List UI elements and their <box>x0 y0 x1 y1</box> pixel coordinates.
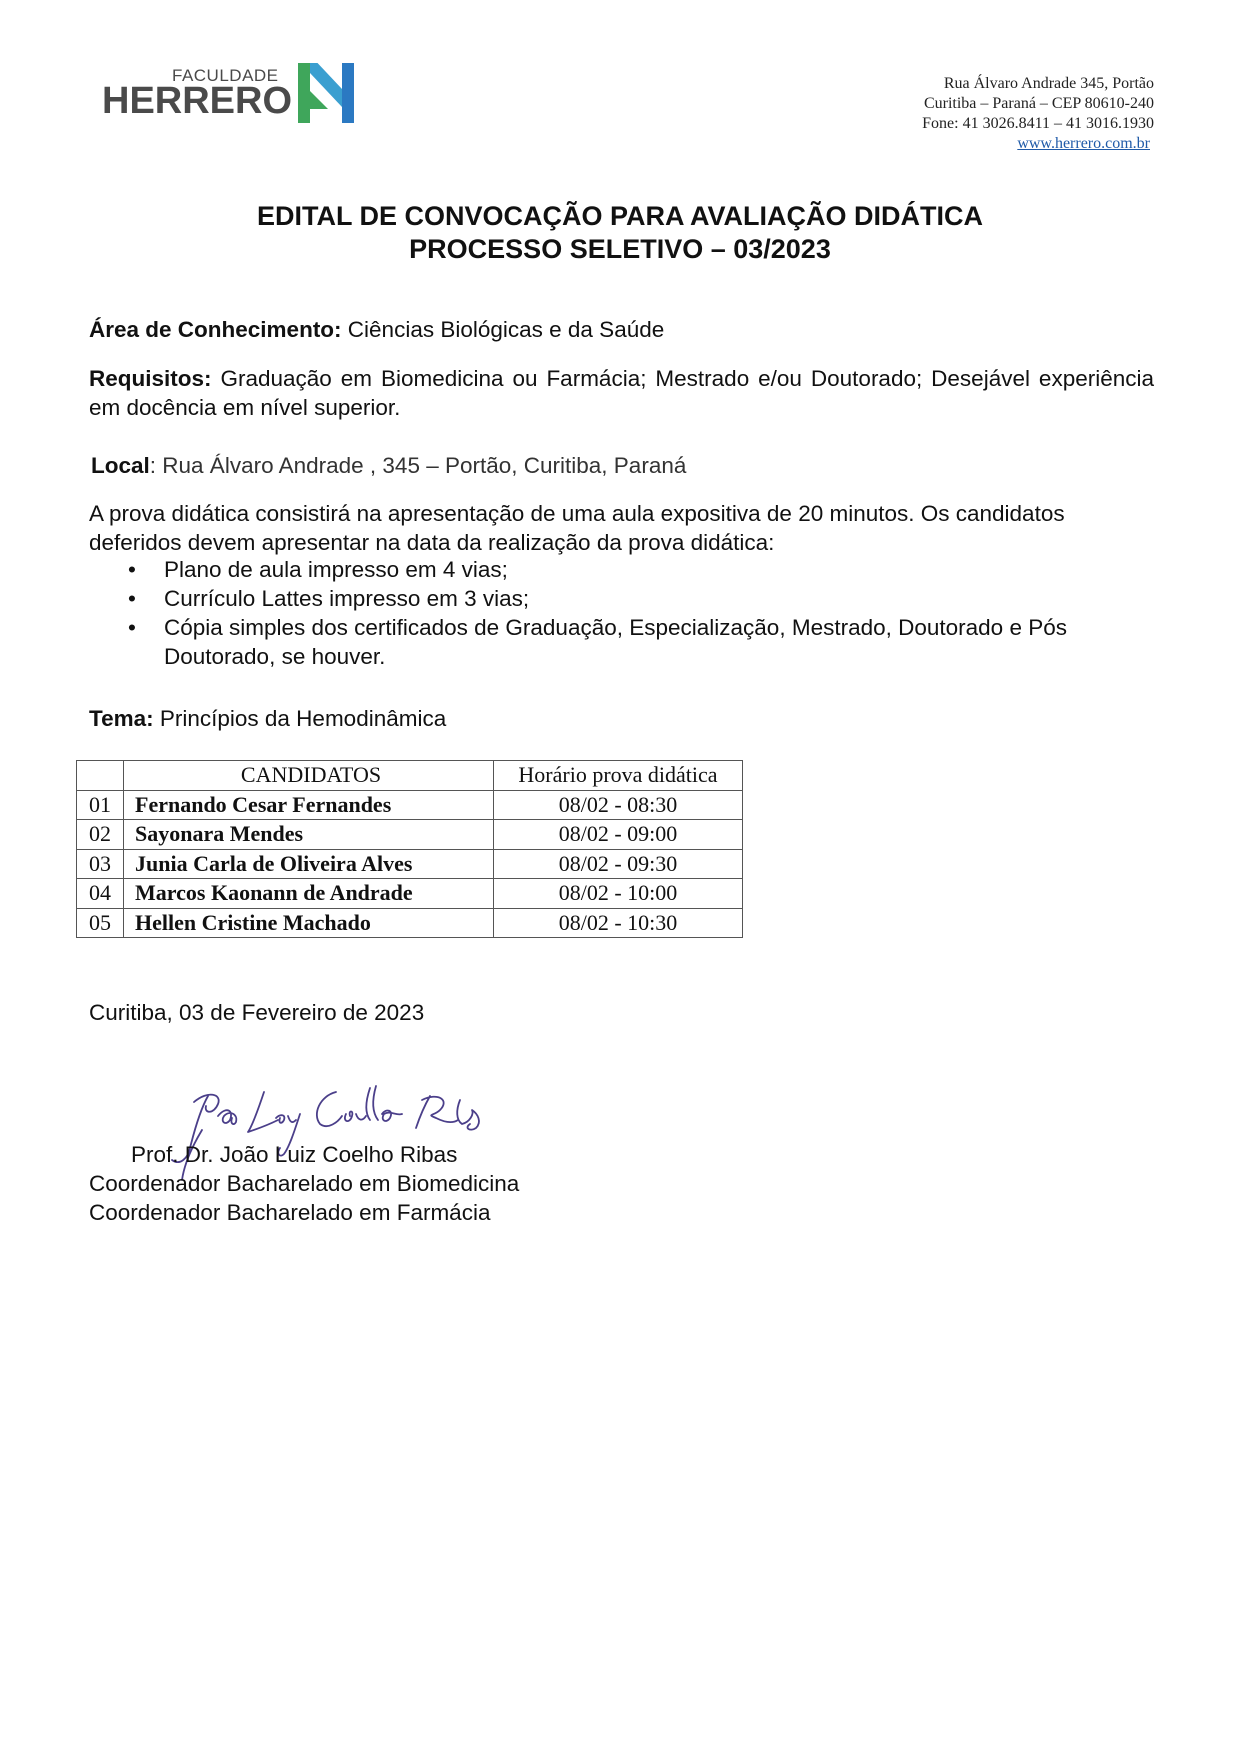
date-line: Curitiba, 03 de Fevereiro de 2023 <box>89 1000 425 1025</box>
list-item: • Cópia simples dos certificados de Graduação, Especialização, Mestrado, Doutorado e Pós Doutorado, se houver. <box>128 613 1158 671</box>
candidate-name: Fernando Cesar Fernandes <box>124 790 494 820</box>
signatory-name: Prof. Dr. João Luiz Coelho Ribas <box>131 1142 458 1167</box>
list-item: • Plano de aula impresso em 4 vias; <box>128 555 1158 584</box>
exam-time: 08/02 - 08:30 <box>494 790 743 820</box>
document-title <box>0 200 1240 266</box>
address-line-city: Curitiba – Paraná – CEP 80610-240 <box>923 95 1154 112</box>
address-block <box>922 74 1154 154</box>
tema-label: Tema: <box>89 706 154 731</box>
table-row <box>77 908 743 938</box>
candidate-name: Hellen Cristine Machado <box>124 908 494 938</box>
area-paragraph <box>89 315 1154 344</box>
signatory-role-1: Coordenador Bacharelado em Biomedicina <box>89 1171 520 1196</box>
herrero-logo-mark <box>298 63 354 123</box>
tema-value: Princípios da Hemodinâmica <box>153 706 447 731</box>
exam-time: 08/02 - 10:00 <box>494 879 743 909</box>
list-item: • Currículo Lattes impresso em 3 vias; <box>128 584 1158 613</box>
row-number: 04 <box>77 879 124 909</box>
signatory-role-2: Coordenador Bacharelado em Farmácia <box>89 1200 491 1225</box>
header-number <box>77 761 124 791</box>
candidate-name: Marcos Kaonann de Andrade <box>124 879 494 909</box>
area-value: Ciências Biológicas e da Saúde <box>341 317 665 342</box>
requisitos-label: Requisitos: <box>89 366 212 391</box>
row-number: 03 <box>77 849 124 879</box>
exam-time: 08/02 - 09:30 <box>494 849 743 879</box>
local-paragraph <box>91 451 1156 480</box>
row-number: 01 <box>77 790 124 820</box>
requirements-list <box>128 555 1158 671</box>
website-link[interactable]: www.herrero.com.br <box>1017 135 1150 152</box>
local-value: : Rua Álvaro Andrade , 345 – Portão, Curitiba, Paraná <box>149 453 687 478</box>
table-header-row <box>77 761 743 791</box>
table-row <box>77 879 743 909</box>
header-candidates: CANDIDATOS <box>124 761 494 791</box>
exam-time: 08/02 - 10:30 <box>494 908 743 938</box>
table-row <box>77 849 743 879</box>
address-line-phone: Fone: 41 3026.8411 – 41 3016.1930 <box>922 115 1154 132</box>
table-row <box>77 790 743 820</box>
area-label: Área de Conhecimento: <box>89 317 342 342</box>
logo-herrero-text: HERRERO <box>102 80 293 122</box>
row-number: 02 <box>77 820 124 850</box>
address-line-street: Rua Álvaro Andrade 345, Portão <box>943 75 1154 92</box>
prova-intro: A prova didática consistirá na apresentação de uma aula expositiva de 20 minutos. Os candidatos deferidos devem apresentar na data da realização da prova didática: <box>89 501 1065 555</box>
local-label: Local <box>91 453 150 478</box>
tema-paragraph <box>89 704 1154 733</box>
header-time: Horário prova didática <box>494 761 743 791</box>
title-line-1: EDITAL DE CONVOCAÇÃO PARA AVALIAÇÃO DIDÁTICA <box>257 201 983 231</box>
requisitos-value: Graduação em Biomedicina ou Farmácia; Mestrado e/ou Doutorado; Desejável experiência em docência em nível superior. <box>89 366 1154 420</box>
row-number: 05 <box>77 908 124 938</box>
exam-time: 08/02 - 09:00 <box>494 820 743 850</box>
candidate-name: Sayonara Mendes <box>124 820 494 850</box>
candidates-table <box>76 760 743 938</box>
logo-faculdade-text: FACULDADE <box>172 66 279 85</box>
requisitos-paragraph <box>89 364 1154 422</box>
candidate-name: Junia Carla de Oliveira Alves <box>124 849 494 879</box>
table-row <box>77 820 743 850</box>
title-line-2: PROCESSO SELETIVO – 03/2023 <box>409 234 831 264</box>
